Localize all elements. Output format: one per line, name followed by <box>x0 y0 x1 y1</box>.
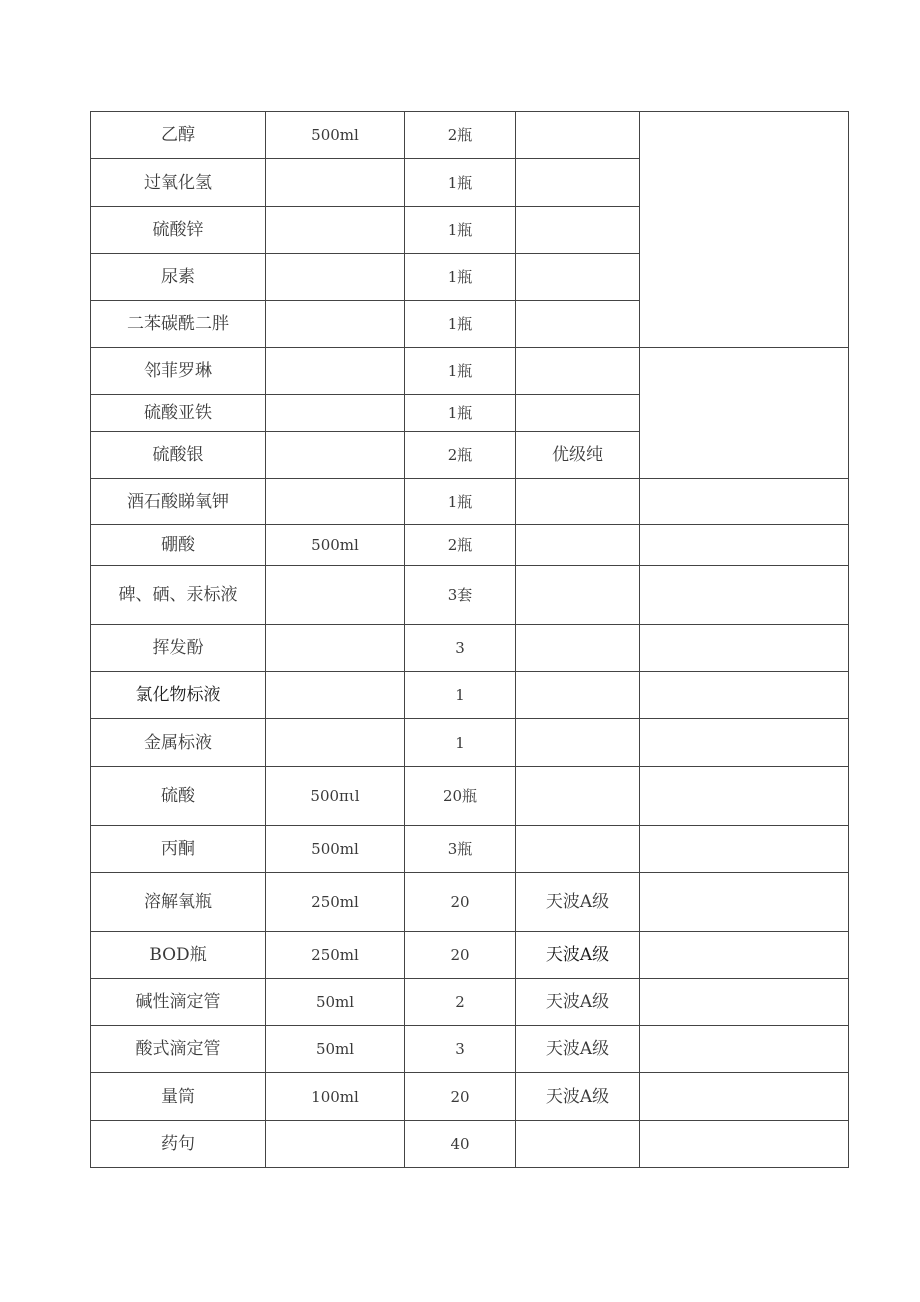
item-name-cell: 尿素 <box>91 254 266 301</box>
remark-cell <box>640 625 849 672</box>
quantity-cell: 2瓶 <box>405 525 516 566</box>
spec-cell: 50ml <box>266 979 405 1026</box>
spec-cell <box>266 625 405 672</box>
remark-cell <box>640 566 849 625</box>
table-row <box>91 1073 849 1121</box>
grade-cell <box>516 672 640 719</box>
grade-cell <box>516 395 640 432</box>
table-row <box>91 979 849 1026</box>
item-name-cell: 金属标液 <box>91 719 266 767</box>
spec-cell: 50ml <box>266 1026 405 1073</box>
grade-cell <box>516 479 640 525</box>
spec-cell: 500πιl <box>266 767 405 826</box>
spec-cell: 500ml <box>266 826 405 873</box>
table-row <box>91 1121 849 1168</box>
table-row <box>91 625 849 672</box>
table-row <box>91 525 849 566</box>
spec-cell <box>266 479 405 525</box>
item-name-cell: 丙酮 <box>91 826 266 873</box>
item-name-cell: 硫酸亚铁 <box>91 395 266 432</box>
item-name-cell: 氯化物标液 <box>91 672 266 719</box>
table-row <box>91 1026 849 1073</box>
quantity-cell: 1瓶 <box>405 301 516 348</box>
quantity-cell: 3瓶 <box>405 826 516 873</box>
spec-cell <box>266 301 405 348</box>
table-row <box>91 873 849 932</box>
spec-cell <box>266 566 405 625</box>
grade-cell <box>516 207 640 254</box>
grade-cell <box>516 254 640 301</box>
item-name-cell: 硼酸 <box>91 525 266 566</box>
spec-cell: 500ml <box>266 112 405 159</box>
item-name-cell: BOD瓶 <box>91 932 266 979</box>
quantity-cell: 1瓶 <box>405 159 516 207</box>
item-name-cell: 乙醇 <box>91 112 266 159</box>
quantity-cell: 2瓶 <box>405 432 516 479</box>
remark-cell <box>640 112 849 348</box>
item-name-cell: 硫酸 <box>91 767 266 826</box>
table-row <box>91 566 849 625</box>
grade-cell: 天波A级 <box>516 1073 640 1121</box>
spec-cell <box>266 1121 405 1168</box>
item-name-cell: 邻菲罗琳 <box>91 348 266 395</box>
remark-cell <box>640 1073 849 1121</box>
item-name-cell: 挥发酚 <box>91 625 266 672</box>
item-name-cell: 二苯碳酰二胖 <box>91 301 266 348</box>
spec-cell: 500ml <box>266 525 405 566</box>
remark-cell <box>640 767 849 826</box>
grade-cell: 天波A级 <box>516 873 640 932</box>
remark-cell <box>640 932 849 979</box>
grade-cell <box>516 826 640 873</box>
spec-cell <box>266 254 405 301</box>
quantity-cell: 20瓶 <box>405 767 516 826</box>
quantity-cell: 1瓶 <box>405 479 516 525</box>
grade-cell <box>516 525 640 566</box>
spec-cell: 250ml <box>266 873 405 932</box>
table-row <box>91 348 849 395</box>
remark-cell <box>640 873 849 932</box>
quantity-cell: 3 <box>405 625 516 672</box>
remark-cell <box>640 479 849 525</box>
item-name-cell: 碱性滴定管 <box>91 979 266 1026</box>
reagent-inventory-table <box>90 111 849 1168</box>
quantity-cell: 1 <box>405 719 516 767</box>
remark-cell <box>640 525 849 566</box>
remark-cell <box>640 1026 849 1073</box>
spec-cell <box>266 719 405 767</box>
item-name-cell: 碑、硒、汞标液 <box>91 566 266 625</box>
spec-cell <box>266 348 405 395</box>
table-row <box>91 932 849 979</box>
spec-cell <box>266 207 405 254</box>
table-row <box>91 112 849 159</box>
quantity-cell: 40 <box>405 1121 516 1168</box>
quantity-cell: 20 <box>405 873 516 932</box>
spec-cell <box>266 432 405 479</box>
grade-cell <box>516 301 640 348</box>
grade-cell: 天波A级 <box>516 932 640 979</box>
spec-cell: 100ml <box>266 1073 405 1121</box>
grade-cell <box>516 348 640 395</box>
grade-cell <box>516 625 640 672</box>
grade-cell: 优级纯 <box>516 432 640 479</box>
remark-cell <box>640 1121 849 1168</box>
grade-cell <box>516 112 640 159</box>
quantity-cell: 3 <box>405 1026 516 1073</box>
quantity-cell: 20 <box>405 1073 516 1121</box>
quantity-cell: 1瓶 <box>405 395 516 432</box>
quantity-cell: 20 <box>405 932 516 979</box>
quantity-cell: 2 <box>405 979 516 1026</box>
quantity-cell: 2瓶 <box>405 112 516 159</box>
grade-cell <box>516 566 640 625</box>
grade-cell <box>516 159 640 207</box>
item-name-cell: 过氧化氢 <box>91 159 266 207</box>
table-row <box>91 479 849 525</box>
table-row <box>91 672 849 719</box>
grade-cell: 天波A级 <box>516 979 640 1026</box>
spec-cell: 250ml <box>266 932 405 979</box>
spec-cell <box>266 395 405 432</box>
remark-cell <box>640 979 849 1026</box>
item-name-cell: 量筒 <box>91 1073 266 1121</box>
grade-cell <box>516 767 640 826</box>
table-row <box>91 826 849 873</box>
item-name-cell: 溶解氧瓶 <box>91 873 266 932</box>
table-row <box>91 767 849 826</box>
remark-cell <box>640 672 849 719</box>
quantity-cell: 1 <box>405 672 516 719</box>
remark-cell <box>640 826 849 873</box>
remark-cell <box>640 719 849 767</box>
quantity-cell: 1瓶 <box>405 254 516 301</box>
spec-cell <box>266 159 405 207</box>
quantity-cell: 1瓶 <box>405 207 516 254</box>
table-row <box>91 719 849 767</box>
grade-cell <box>516 719 640 767</box>
item-name-cell: 酒石酸睇氧钾 <box>91 479 266 525</box>
item-name-cell: 药句 <box>91 1121 266 1168</box>
item-name-cell: 硫酸银 <box>91 432 266 479</box>
item-name-cell: 酸式滴定管 <box>91 1026 266 1073</box>
remark-cell <box>640 348 849 479</box>
grade-cell: 天波A级 <box>516 1026 640 1073</box>
spec-cell <box>266 672 405 719</box>
grade-cell <box>516 1121 640 1168</box>
quantity-cell: 1瓶 <box>405 348 516 395</box>
item-name-cell: 硫酸锌 <box>91 207 266 254</box>
quantity-cell: 3套 <box>405 566 516 625</box>
